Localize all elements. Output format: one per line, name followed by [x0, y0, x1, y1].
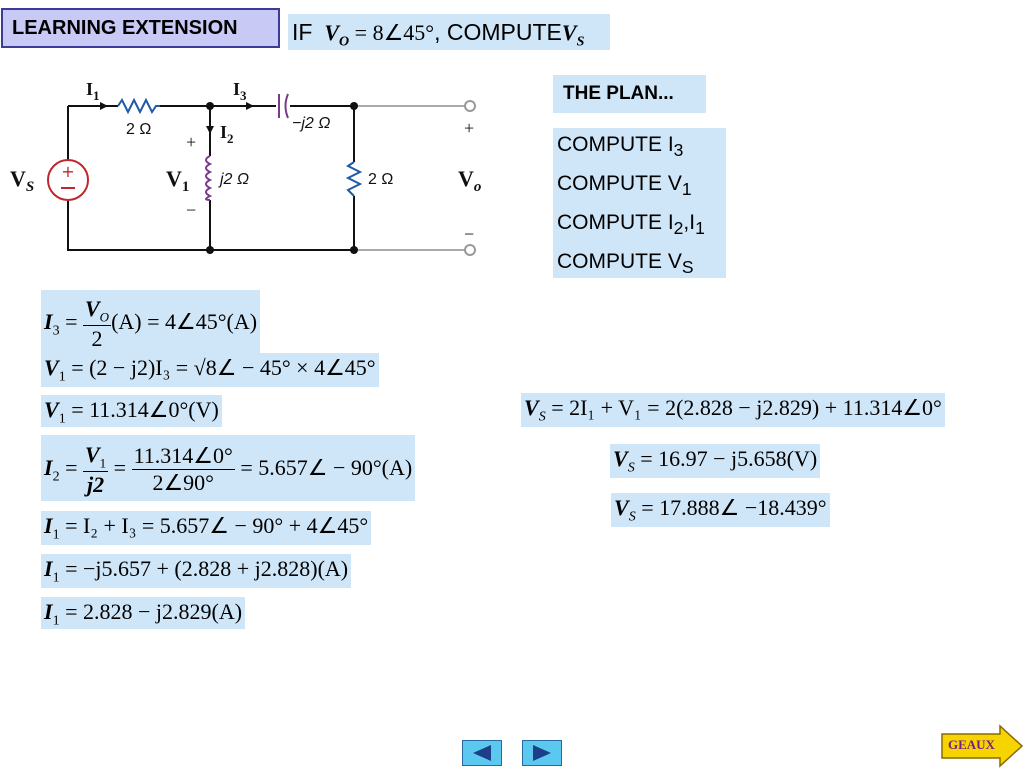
eq-vs-a: $V_S = 2I_1 + V_1 = 2(2.828 - j2.829)$ + 11.314∠0° — [521, 393, 945, 427]
plan-step: COMPUTE $I_2,I_1$ — [557, 211, 705, 239]
resistor-2 — [348, 162, 360, 196]
plan-step: COMPUTE $I_3$ — [557, 133, 684, 161]
label-v1: $V_1$ — [166, 166, 190, 195]
label-vo-minus: − — [464, 224, 475, 244]
label-i1: $I_1$ — [86, 79, 100, 103]
i3-arrow — [246, 102, 254, 110]
prompt-prefix: IF — [292, 19, 313, 45]
eq-i2: $I_2$ = $\frac{V_1}{j2}$ = $\frac{11.314\angle 0^\circ}{2\angle 90^\circ}$ = 5.657∠ − 90°(A) — [41, 435, 415, 501]
label-cap: −j2 Ω — [292, 115, 331, 132]
geaux-label: GEAUX — [948, 737, 995, 752]
i2-arrow — [206, 126, 214, 134]
right-arrow-icon — [523, 741, 561, 765]
prompt-suffix: , COMPUTE — [434, 19, 562, 45]
eq-i3: $I_3$ = $\frac{V_O}{2}$ (A) = 4∠45°(A) — [41, 290, 260, 354]
label-vo: $V_o$ — [458, 166, 482, 195]
eq-v1-b: $V_1$ = 11.314∠0°(V) — [41, 395, 222, 427]
terminal-bottom — [465, 245, 475, 255]
prompt-target: $V_S$ — [561, 20, 585, 50]
left-arrow-icon — [463, 741, 501, 765]
svg-text:+: + — [61, 162, 75, 181]
learning-extension-badge: LEARNING EXTENSION — [1, 8, 280, 48]
label-r1: 2 Ω — [126, 121, 152, 138]
label-v1-plus: + — [186, 132, 197, 152]
geaux-button[interactable] — [940, 724, 1024, 768]
eq-vs-b: $V_S = 16.97 - j5.658(V)$ — [610, 444, 820, 478]
inductor — [206, 156, 210, 200]
prompt-math: $V_O$ = 8∠45° — [324, 20, 435, 50]
resistor-1 — [118, 100, 160, 112]
plan-heading: THE PLAN... — [553, 75, 706, 113]
eq-i1-b: $I_1 = -j5.657 + (2.828 + j2.828)(A)$ — [41, 554, 351, 588]
label-r2: 2 Ω — [368, 171, 394, 188]
eq-vs-c: $V_S$ = 17.888∠ −18.439° — [611, 493, 830, 527]
i1-arrow — [100, 102, 108, 110]
plan-step: COMPUTE $V_1$ — [557, 172, 692, 200]
label-i3: $I_3$ — [233, 79, 247, 103]
label-vs: $V_S$ — [10, 166, 35, 195]
eq-i1-a: $I_1 = I_2 + I_3$ = 5.657∠ − 90° + 4∠45° — [41, 511, 371, 545]
eq-i1-c: $I_1 = 2.828 - j2.829(A)$ — [41, 597, 245, 629]
prev-button[interactable] — [462, 740, 502, 766]
plan-step: COMPUTE $V_S$ — [557, 250, 694, 278]
terminal-top — [465, 101, 475, 111]
label-i2: $I_2$ — [220, 122, 234, 146]
eq-v1-a: $V_1 = (2 - j2)I_3$ = √8∠ − 45° × 4∠45° — [41, 353, 379, 387]
plan-steps — [553, 128, 726, 278]
label-v1-minus: − — [186, 200, 197, 220]
circuit-diagram — [0, 70, 500, 270]
problem-statement — [288, 14, 610, 50]
label-vo-plus: + — [464, 118, 475, 138]
capacitor — [279, 94, 288, 118]
next-button[interactable] — [522, 740, 562, 766]
voltage-source — [48, 160, 88, 200]
label-ind: j2 Ω — [220, 171, 250, 188]
